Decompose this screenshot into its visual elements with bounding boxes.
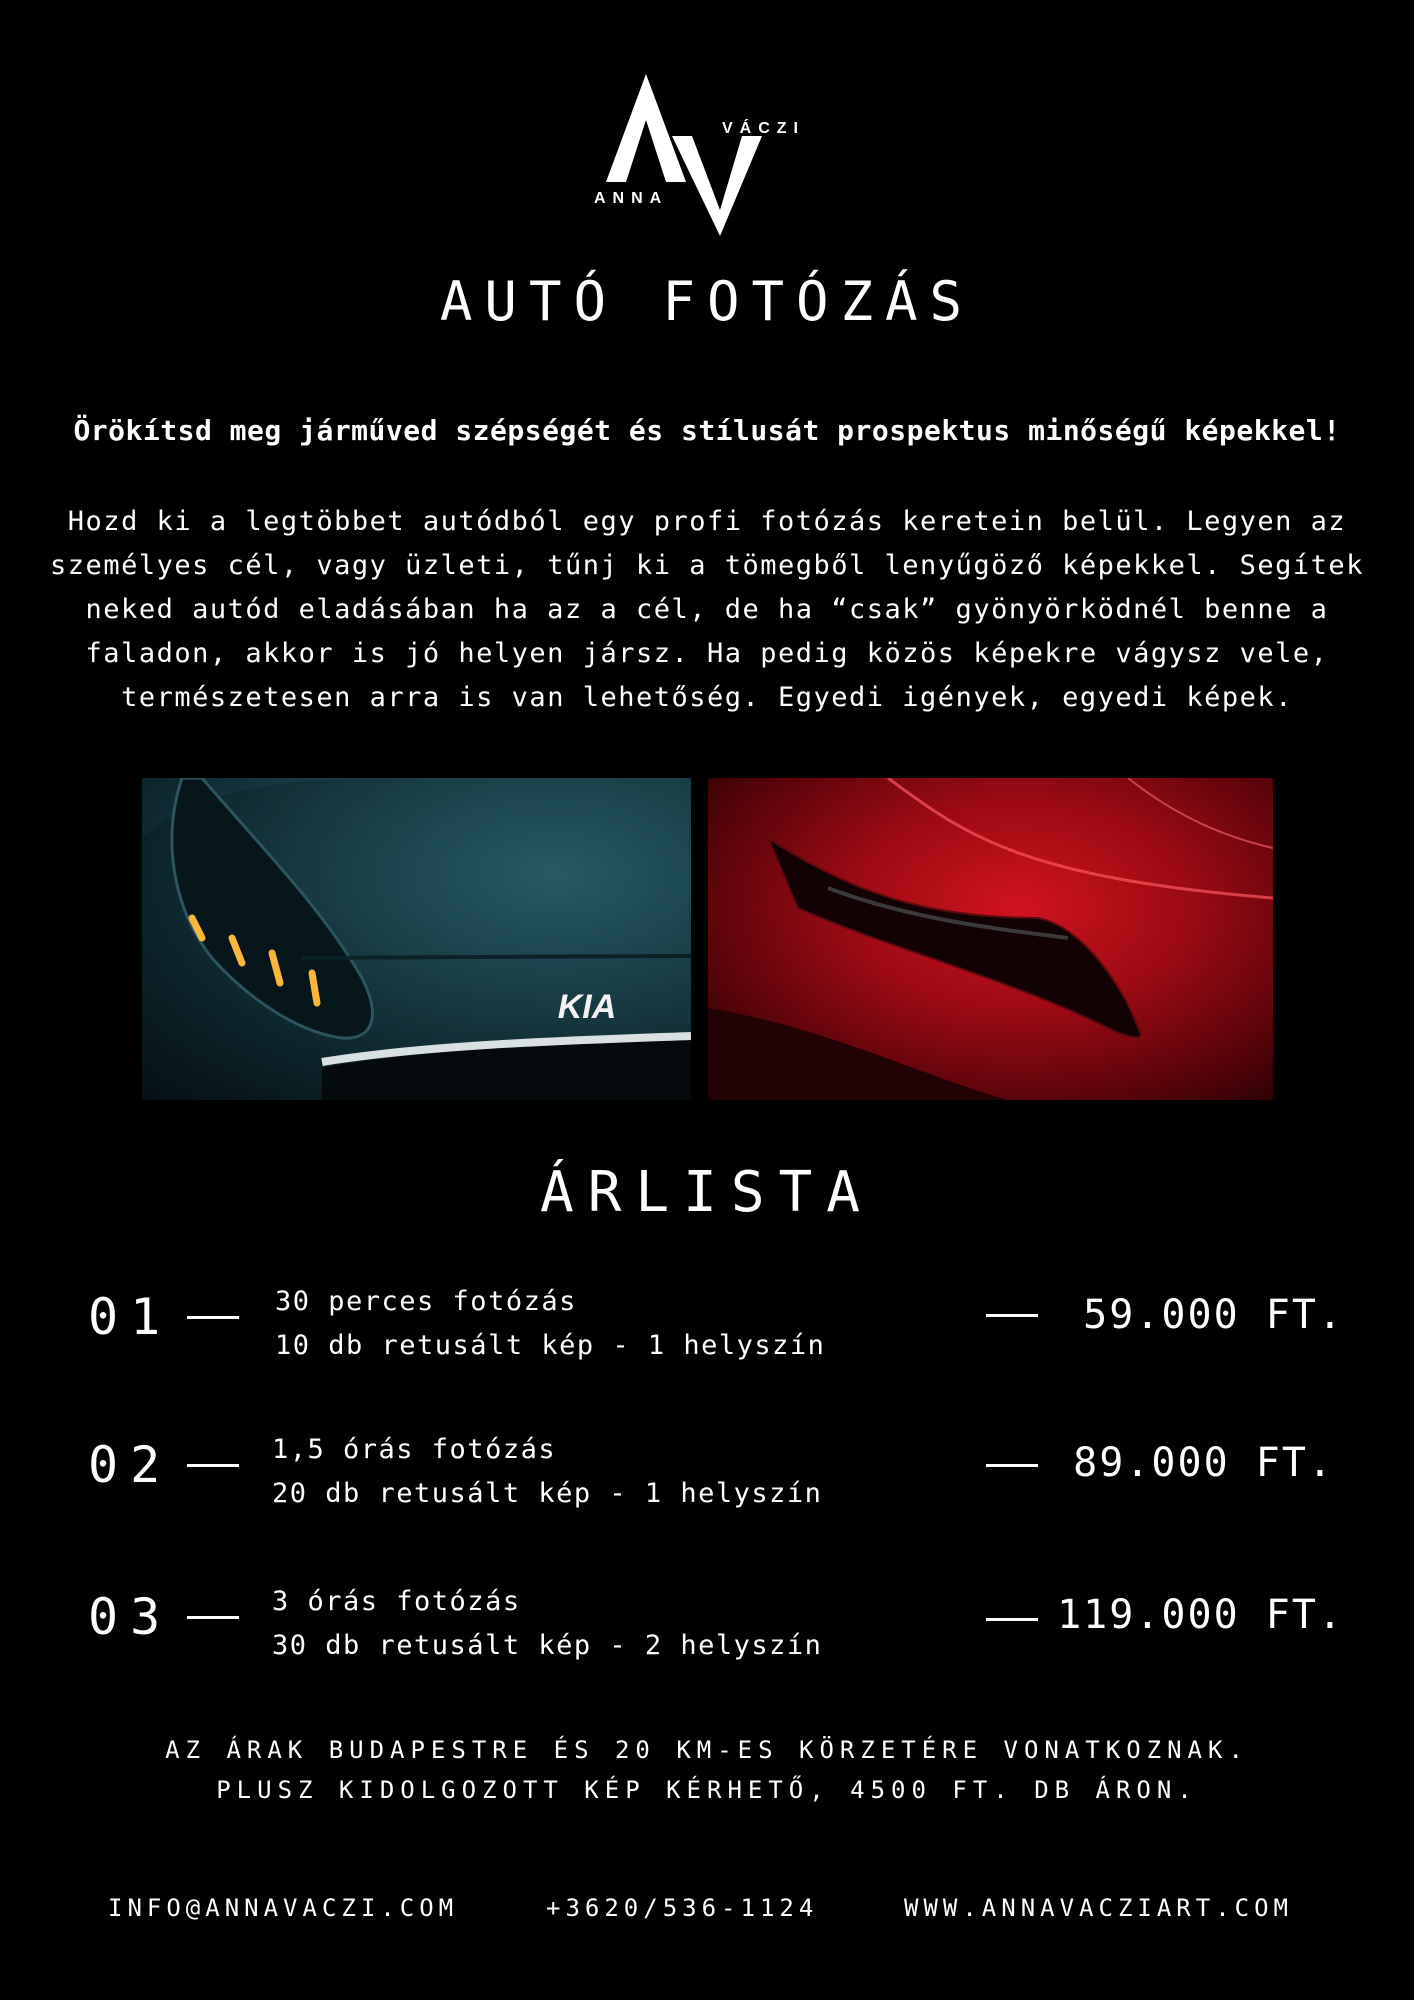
contact-phone[interactable]: +3620/536-1124 — [546, 1894, 819, 1922]
contact-website-link[interactable]: WWW.ANNAVACZIART.COM — [904, 1894, 1293, 1922]
teal-car-illustration-icon — [142, 778, 691, 1100]
price-row-price: 59.000 FT. — [1083, 1292, 1344, 1338]
logo-last-name: VÁCZI — [722, 120, 805, 137]
contact-email-link[interactable]: INFO@ANNAVACZI.COM — [108, 1894, 459, 1922]
price-row-price: 89.000 FT. — [1073, 1440, 1334, 1486]
dash-divider — [986, 1464, 1038, 1467]
dash-divider — [187, 1464, 239, 1467]
kia-badge: KIA — [557, 988, 617, 1026]
dash-divider — [187, 1316, 239, 1319]
intro-paragraph: Hozd ki a legtöbbet autódból egy profi fotózás keretein belül. Legyen az személyes cél, vagy üzleti, tűnj ki a tömegből lenyűgöző képekkel. Segítek neked autód eladásában ha az a cél, de ha “csak” gyönyörködnél benne a faladon, akkor is jó helyen jársz. Ha pedig közös képekre vágysz vele, természetesen arra is van lehetőség. Egyedi igények, egyedi képek. — [50, 506, 1364, 713]
price-row-price: 119.000 FT. — [1057, 1592, 1344, 1638]
price-row-duration: 1,5 órás fotózás — [272, 1434, 557, 1465]
pricing-note-area: AZ ÁRAK BUDAPESTRE ÉS 20 KM-ES KÖRZETÉRE VONATKOZNAK. — [165, 1736, 1249, 1764]
price-row-number: 01 — [88, 1288, 173, 1346]
dash-divider — [986, 1618, 1038, 1621]
price-row — [0, 1428, 1414, 1528]
price-row-description — [275, 1280, 825, 1368]
pricelist-title: ÁRLISTA — [539, 1160, 874, 1225]
price-row — [0, 1280, 1414, 1380]
dash-divider — [187, 1616, 239, 1619]
photo-red-car — [708, 778, 1273, 1100]
page-title: AUTÓ FOTÓZÁS — [439, 270, 975, 333]
pricing-note-extra: PLUSZ KIDOLGOZOTT KÉP KÉRHETŐ, 4500 FT. DB ÁRON. — [216, 1776, 1198, 1804]
price-row-number: 03 — [88, 1588, 173, 1646]
logo — [590, 72, 830, 242]
price-row-details: 30 db retusált kép - 2 helyszín — [272, 1630, 823, 1661]
price-row-number: 02 — [88, 1436, 173, 1494]
logo-first-name: ANNA — [594, 190, 669, 207]
photo-teal-kia — [142, 778, 691, 1100]
price-row-details: 10 db retusált kép - 1 helyszín — [275, 1330, 826, 1361]
price-row-details: 20 db retusált kép - 1 helyszín — [272, 1478, 823, 1509]
tagline: Örökítsd meg járműved szépségét és stílusát prospektus minőségű képekkel! — [73, 414, 1341, 447]
dash-divider — [986, 1314, 1038, 1317]
price-row-description — [272, 1580, 822, 1668]
red-car-illustration-icon — [708, 778, 1273, 1100]
price-row-duration: 3 órás fotózás — [272, 1586, 521, 1617]
av-monogram-icon — [590, 72, 830, 242]
price-row-description — [272, 1428, 822, 1516]
price-row-duration: 30 perces fotózás — [275, 1286, 577, 1317]
price-row — [0, 1580, 1414, 1680]
